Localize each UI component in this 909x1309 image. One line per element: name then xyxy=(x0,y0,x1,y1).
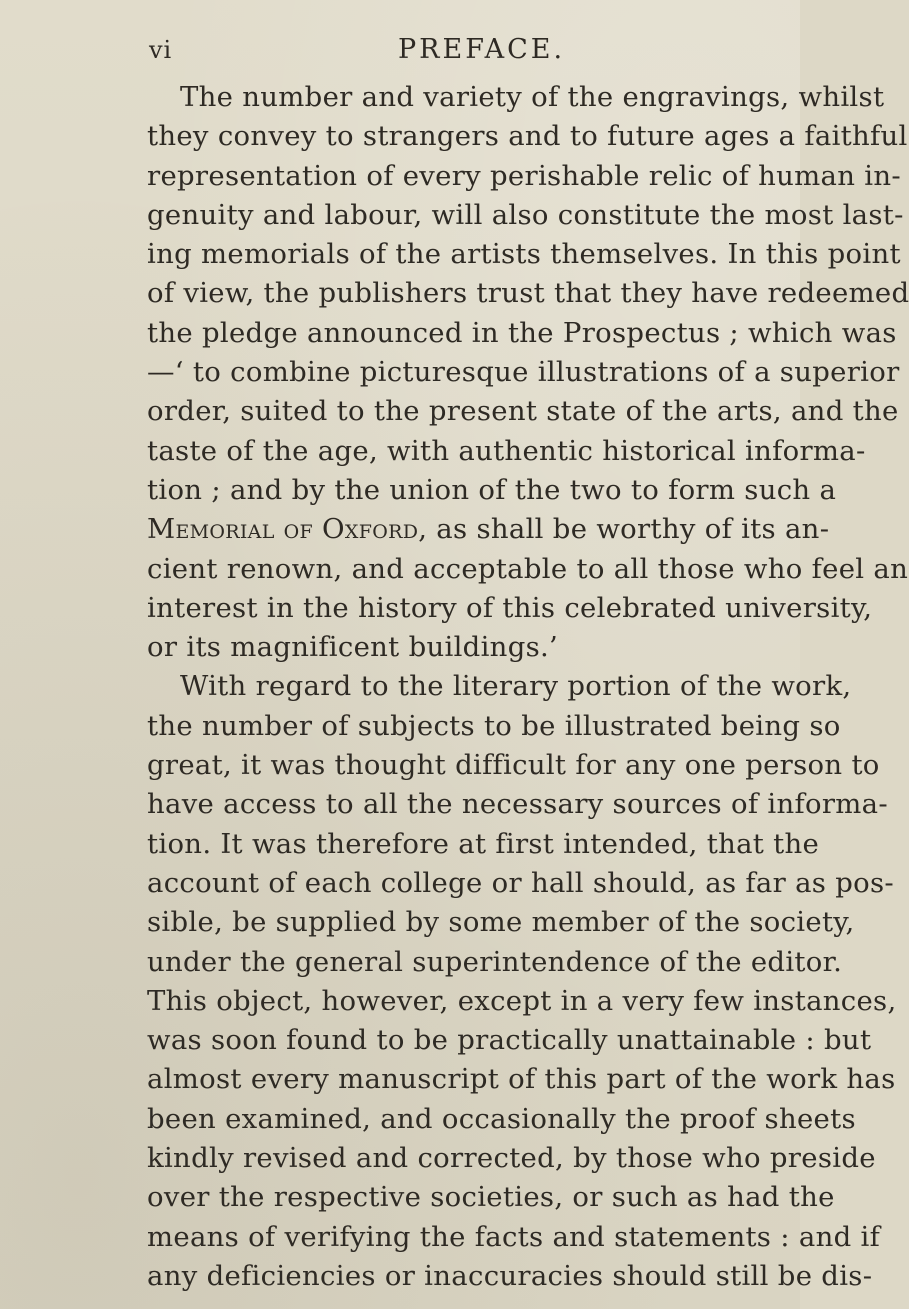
text-line: representation of every perishable relic of human in- xyxy=(147,159,901,192)
body-text xyxy=(147,78,909,1296)
text-line: they convey to strangers and to future ages a faithful xyxy=(147,120,908,153)
text-line: order, suited to the present state of the arts, and the xyxy=(147,395,899,428)
text-line: sible, be supplied by some member of the society, xyxy=(147,906,855,939)
text-line: means of verifying the facts and statements : and if xyxy=(147,1220,881,1253)
text-line: any deficiencies or inaccuracies should still be dis- xyxy=(147,1259,873,1292)
text-line: This object, however, except in a very few instances, xyxy=(147,984,897,1017)
text-line: of view, the publishers trust that they have redeemed xyxy=(147,277,909,310)
text-line: interest in the history of this celebrated university, xyxy=(147,591,873,624)
text-line: under the general superintendence of the editor. xyxy=(147,945,843,978)
text-line: almost every manuscript of this part of the work has xyxy=(147,1063,896,1096)
text-line-memorial xyxy=(147,510,830,549)
text-line: —‘ to combine picturesque illustrations of a superior xyxy=(147,356,900,389)
text-line: genuity and labour, will also constitute the most last- xyxy=(147,198,904,231)
text-line: was soon found to be practically unattainable : but xyxy=(147,1024,872,1057)
memorial-of-oxford-smallcaps: Memorial of Oxford, xyxy=(147,513,428,546)
running-title: PREFACE. xyxy=(398,34,566,65)
text-line: or its magnificent buildings.’ xyxy=(147,631,559,664)
text-line: have access to all the necessary sources of informa- xyxy=(147,788,888,821)
text-line: over the respective societies, or such as had the xyxy=(147,1181,835,1214)
text-line: cient renown, and acceptable to all those who feel an xyxy=(147,552,909,585)
text-line: account of each college or hall should, as far as pos- xyxy=(147,866,894,899)
text-line: kindly revised and corrected, by those who preside xyxy=(147,1142,876,1175)
page-header xyxy=(0,28,800,68)
text-line: the number of subjects to be illustrated being so xyxy=(147,709,841,742)
text-line: the pledge announced in the Prospectus ; which was xyxy=(147,316,897,349)
text-line: With regard to the literary portion of the work, xyxy=(180,670,852,703)
text-line: been examined, and occasionally the proof sheets xyxy=(147,1102,856,1135)
page-number: vi xyxy=(149,36,173,64)
text-line: tion. It was therefore at first intended, that the xyxy=(147,827,820,860)
text-line: The number and variety of the engravings, whilst xyxy=(180,81,885,113)
text-line: taste of the age, with authentic historical informa- xyxy=(147,434,866,467)
text-line: great, it was thought difficult for any one person to xyxy=(147,749,880,782)
text-line: ing memorials of the artists themselves. In this point xyxy=(147,238,901,271)
text-line: tion ; and by the union of the two to form such a xyxy=(147,473,837,506)
memorial-line-rest: as shall be worthy of its an- xyxy=(427,513,830,546)
